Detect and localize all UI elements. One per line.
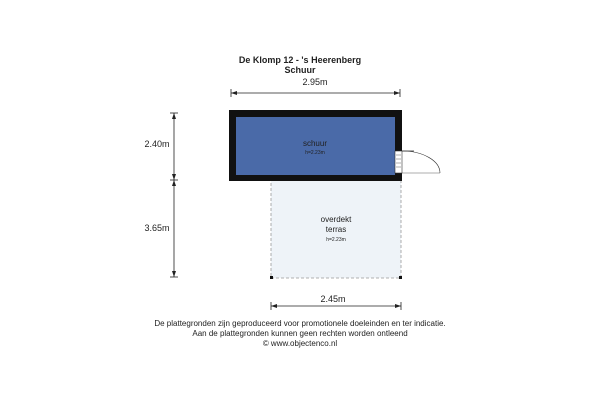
left-lower-label: 3.65m: [144, 223, 170, 233]
left-dimension: [144, 113, 178, 277]
shed-height: h=2.23m: [305, 150, 325, 156]
bottom-width-label: 2.45m: [320, 294, 346, 304]
left-upper-label: 2.40m: [144, 139, 170, 149]
plan-title-address: De Klomp 12 - 's Heerenberg: [238, 55, 362, 65]
disclaimer-line-1: De plattegronden zijn geproduceerd voor promotionele doeleinden en ter indicatie.: [154, 319, 446, 328]
terrace-name-line2: terras: [325, 225, 347, 234]
copyright-link[interactable]: © www.objectenco.nl: [262, 339, 338, 348]
plan-title-building: Schuur: [284, 65, 316, 75]
top-width-label: 2.95m: [302, 77, 328, 87]
top-dimension: [231, 77, 400, 97]
terrace-height: h=2.23m: [326, 237, 346, 243]
shed-name: schuur: [302, 139, 328, 148]
terrace-area: [270, 180, 402, 279]
door-icon: [395, 151, 440, 173]
shed-room: [229, 110, 402, 181]
bottom-dimension: [271, 294, 401, 310]
disclaimer-line-2: Aan de plattegronden kunnen geen rechten worden ontleend: [192, 329, 408, 338]
terrace-name-line1: overdekt: [320, 215, 352, 224]
